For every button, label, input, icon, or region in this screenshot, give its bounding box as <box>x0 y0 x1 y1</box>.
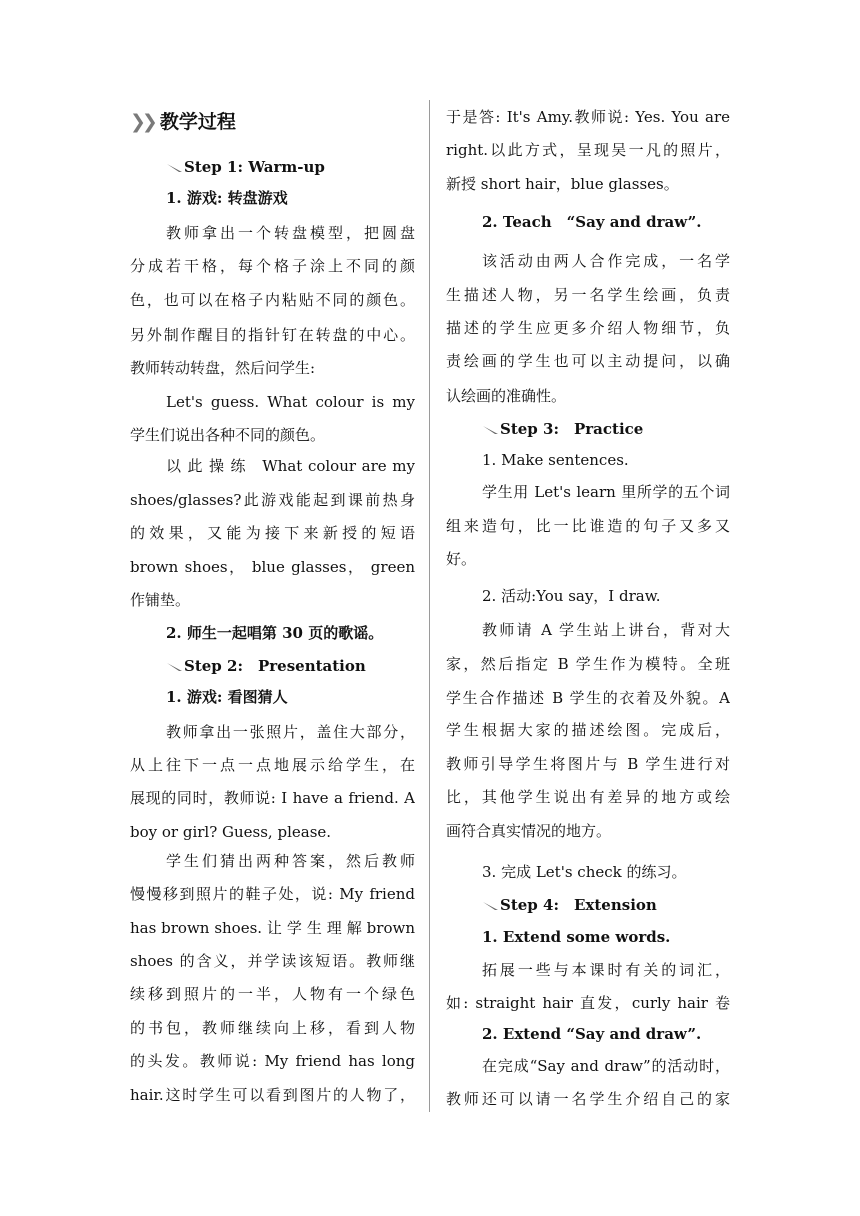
text-line: 色，也可以在格子内粘贴不同的颜色。 <box>130 291 415 309</box>
right-line-r12 <box>446 482 730 502</box>
text-line: 学生根据大家的描述绘图。完成后， <box>446 721 730 739</box>
text-line: 认绘画的准确性。 <box>446 387 567 405</box>
text-line: shoes 的含义，并学读该短语。教师继 <box>130 952 415 970</box>
text-line: brown shoes， blue glasses， green <box>130 558 415 576</box>
text-line: right.以此方式，呈现吴一凡的照片， <box>446 141 730 159</box>
text-line: boy or girl? Guess, please. <box>130 823 332 841</box>
text-line: 2. 师生一起唱第 30 页的歌谣。 <box>166 624 384 642</box>
right-line-r26 <box>446 960 730 980</box>
text-line: 另外制作醒目的指针钉在转盘的中心。 <box>130 326 415 344</box>
left-line-l15 <box>130 623 415 643</box>
text-line: 从上往下一点一点地展示给学生，在 <box>130 756 415 774</box>
left-line-l7 <box>130 358 415 378</box>
left-line-l22 <box>130 851 415 871</box>
text-line: 教师拿出一个转盘模型，把圆盘 <box>166 224 415 242</box>
text-line: 于是答: It's Amy.教师说: Yes. You are <box>446 108 730 126</box>
right-step-heading-r10 <box>446 419 730 439</box>
text-line: 家，然后指定 B 学生作为模特。全班 <box>446 655 730 673</box>
text-line: 比，其他学生说出有差异的地方或绘 <box>446 788 730 806</box>
left-line-l4 <box>130 256 415 276</box>
left-line-l5 <box>130 290 415 310</box>
right-line-r19 <box>446 720 730 740</box>
text-line: 续移到照片的一半，人物有一个绿色 <box>130 985 415 1003</box>
left-step-heading-l1 <box>130 157 415 177</box>
text-line: 以 此 操 练 What colour are my <box>166 457 415 475</box>
text-line: 的效果，又能为接下来新授的短语 <box>130 524 415 542</box>
right-line-r4 <box>446 212 730 232</box>
text-line: 3. 完成 Let's check 的练习。 <box>482 863 687 881</box>
right-line-r13 <box>446 516 730 536</box>
right-line-r23 <box>446 862 730 882</box>
step-heading-text: Step 2: Presentation <box>184 657 366 675</box>
text-line: 教师转动转盘，然后问学生: <box>130 359 316 377</box>
left-line-l21 <box>130 822 415 842</box>
text-line: 2. 活动:You say，I draw. <box>482 587 661 605</box>
right-line-r8 <box>446 351 730 371</box>
right-line-r22 <box>446 821 730 841</box>
right-line-r17 <box>446 654 730 674</box>
text-line: 教师拿出一张照片，盖住大部分， <box>166 723 415 741</box>
left-line-l2 <box>130 188 415 208</box>
section-title: 教学过程 <box>159 111 236 133</box>
left-line-l27 <box>130 1018 415 1038</box>
text-line: 学生用 Let's learn 里所学的五个词 <box>482 483 730 501</box>
left-line-l9 <box>130 425 415 445</box>
left-line-l26 <box>130 984 415 1004</box>
right-line-r3 <box>446 174 730 194</box>
right-line-r9 <box>446 386 730 406</box>
right-line-r27 <box>446 993 730 1013</box>
text-line: 在完成“Say and draw”的活动时， <box>482 1057 730 1075</box>
text-line: 责绘画的学生也可以主动提问，以确 <box>446 352 730 370</box>
left-line-l14 <box>130 590 415 610</box>
text-line: 1. 游戏: 转盘游戏 <box>166 189 288 207</box>
right-line-r28 <box>446 1024 730 1044</box>
text-line: 教师还可以请一名学生介绍自己的家 <box>446 1090 730 1108</box>
pencil-icon <box>482 425 499 435</box>
left-line-l8 <box>130 392 415 412</box>
right-line-r29 <box>446 1056 730 1076</box>
pencil-icon <box>482 901 499 911</box>
text-line: 的头发。教师说: My friend has long <box>130 1052 415 1070</box>
text-line: 1. Make sentences. <box>482 451 629 469</box>
right-line-r1 <box>446 107 730 127</box>
text-line: 学生们猜出两种答案，然后教师 <box>166 852 415 870</box>
text-line: 生描述人物，另一名学生绘画，负责 <box>446 286 730 304</box>
left-line-l23 <box>130 884 415 904</box>
left-line-l13 <box>130 557 415 577</box>
right-line-r25 <box>446 927 730 947</box>
step-heading-text: Step 1: Warm-up <box>184 158 325 176</box>
text-line: 组来造句，比一比谁造的句子又多又 <box>446 517 730 535</box>
text-line: 学生合作描述 B 学生的衣着及外貌。A <box>446 689 730 707</box>
text-line: 该活动由两人合作完成，一名学 <box>482 252 730 270</box>
left-line-l6 <box>130 325 415 345</box>
text-line: 展现的同时，教师说: I have a friend. A <box>130 789 415 807</box>
right-line-r7 <box>446 318 730 338</box>
text-line: 画符合真实情况的地方。 <box>446 822 612 840</box>
left-line-l12 <box>130 523 415 543</box>
text-line: 学生们说出各种不同的颜色。 <box>130 426 326 444</box>
section-heading <box>130 112 415 132</box>
right-line-r20 <box>446 754 730 774</box>
text-line: 1. 游戏: 看图猜人 <box>166 688 288 706</box>
text-line: 如: straight hair 直发，curly hair 卷 <box>446 994 730 1012</box>
left-line-l19 <box>130 755 415 775</box>
text-line: 教师请 A 学生站上讲台，背对大 <box>482 621 730 639</box>
right-line-r2 <box>446 140 730 160</box>
left-line-l18 <box>130 722 415 742</box>
text-line: Let's guess. What colour is my <box>166 393 415 411</box>
step-heading-text: Step 4: Extension <box>500 896 657 914</box>
text-line: 2. Teach “Say and draw”. <box>482 213 702 231</box>
left-line-l3 <box>130 223 415 243</box>
text-line: 拓展一些与本课时有关的词汇， <box>482 961 730 979</box>
left-line-l24 <box>130 918 415 938</box>
right-line-r6 <box>446 285 730 305</box>
right-line-r11 <box>446 450 730 470</box>
left-step-heading-l16 <box>130 656 415 676</box>
double-chevron-right-icon: ❯❯ <box>130 111 154 133</box>
left-line-l29 <box>130 1085 415 1105</box>
right-line-r5 <box>446 251 730 271</box>
left-line-l20 <box>130 788 415 808</box>
right-line-r30 <box>446 1089 730 1109</box>
text-line: 1. Extend some words. <box>482 928 671 946</box>
right-step-heading-r24 <box>446 895 730 915</box>
left-line-l25 <box>130 951 415 971</box>
text-line: 教师引导学生将图片与 B 学生进行对 <box>446 755 730 773</box>
right-line-r21 <box>446 787 730 807</box>
text-line: 作铺垫。 <box>130 591 191 609</box>
step-heading-text: Step 3: Practice <box>500 420 644 438</box>
right-line-r14 <box>446 549 730 569</box>
text-line: 好。 <box>446 550 477 568</box>
pencil-icon <box>166 163 183 173</box>
text-line: hair.这时学生可以看到图片的人物了， <box>130 1086 415 1104</box>
text-line: shoes/glasses?此游戏能起到课前热身 <box>130 491 415 509</box>
left-line-l11 <box>130 490 415 510</box>
left-line-l28 <box>130 1051 415 1071</box>
text-line: 描述的学生应更多介绍人物细节，负 <box>446 319 730 337</box>
text-line: 2. Extend “Say and draw”. <box>482 1025 702 1043</box>
right-line-r18 <box>446 688 730 708</box>
text-line: 的书包，教师继续向上移，看到人物 <box>130 1019 415 1037</box>
text-line: 慢慢移到照片的鞋子处，说: My friend <box>130 885 415 903</box>
pencil-icon <box>166 662 183 672</box>
left-line-l10 <box>130 456 415 476</box>
text-line: has brown shoes. 让 学 生 理 解 brown <box>130 919 415 937</box>
text-line: 新授 short hair，blue glasses。 <box>446 175 679 193</box>
column-divider <box>429 100 430 1112</box>
right-line-r16 <box>446 620 730 640</box>
text-line: 分成若干格，每个格子涂上不同的颜 <box>130 257 415 275</box>
right-line-r15 <box>446 586 730 606</box>
left-line-l17 <box>130 687 415 707</box>
